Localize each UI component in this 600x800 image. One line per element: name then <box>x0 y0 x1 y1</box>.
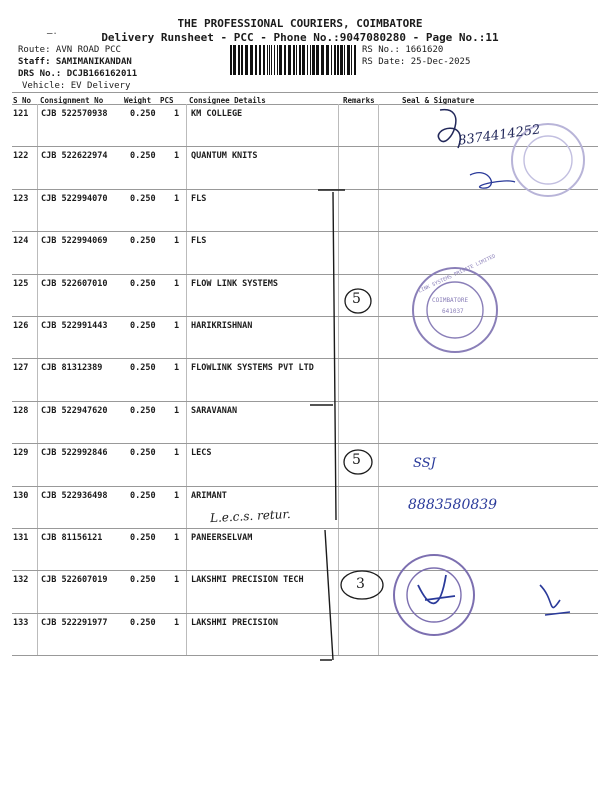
col-consignee: Consignee Details <box>189 96 266 105</box>
row-pcs: 1 <box>174 151 180 162</box>
row-pcs: 1 <box>174 321 180 331</box>
row-sno: 124 <box>13 236 29 247</box>
row-pcs: 1 <box>174 193 180 204</box>
row-consignment-no: CJB 522936498 <box>41 490 108 501</box>
row-consignment-no: CJB 522622974 <box>41 151 108 162</box>
signature-ink <box>470 173 515 188</box>
row-sno: 129 <box>13 448 29 459</box>
row-consignee: KM COLLEGE <box>191 109 243 119</box>
stamp-seal <box>407 568 461 622</box>
row-weight: 0.250 <box>130 617 156 628</box>
signature-ink <box>438 110 460 148</box>
row-weight: 0.250 <box>130 533 156 543</box>
col-seal: Seal & Signature <box>402 96 475 105</box>
bracket-ink <box>310 190 345 660</box>
row-sno: 125 <box>13 278 29 289</box>
row-consignment-no: CJB 522991443 <box>41 321 108 331</box>
signature-ink <box>540 585 570 615</box>
row-consignment-no: CJB 522994070 <box>41 193 108 204</box>
row-consignment-no: CJB 522607010 <box>41 278 108 289</box>
row-consignee: PANEERSELVAM <box>191 533 253 543</box>
document-title: THE PROFESSIONAL COURIERS, COIMBATORE <box>177 17 423 30</box>
row-weight: 0.250 <box>130 448 156 459</box>
row-weight: 0.250 <box>130 151 156 162</box>
rs-date: RS Date: 25-Dec-2025 <box>362 57 471 67</box>
row-weight: 0.250 <box>130 109 156 119</box>
row-weight: 0.250 <box>130 490 156 501</box>
row-weight: 0.250 <box>130 575 156 586</box>
row-pcs: 1 <box>174 405 180 416</box>
stamp-text: COIMBATORE <box>432 297 469 304</box>
stamp-text: LINK SYSTEMS PRIVATE LIMITED <box>417 253 497 295</box>
row-consignment-no: CJB 522607019 <box>41 575 108 586</box>
row-consignment-no: CJB 522992846 <box>41 448 108 459</box>
col-weight: Weight <box>124 96 152 105</box>
col-remarks: Remarks <box>343 96 375 105</box>
row-consignment-no: CJB 522994069 <box>41 236 108 247</box>
row-consignee: LAKSHMI PRECISION TECH <box>191 575 304 586</box>
row-weight: 0.250 <box>130 363 156 374</box>
row-pcs: 1 <box>174 575 180 586</box>
stamp-seal <box>394 555 474 635</box>
row-sno: 123 <box>13 193 29 204</box>
row-sno: 128 <box>13 405 29 416</box>
drs-number: DRS No.: DCJB166162011 <box>18 69 138 79</box>
row-sno: 132 <box>13 575 29 586</box>
handwritten-count: 5 <box>352 452 361 468</box>
row-consignment-no: CJB 81156121 <box>41 533 103 543</box>
rs-number: RS No.: 1661620 <box>362 45 444 55</box>
row-sno: 127 <box>13 363 29 374</box>
row-weight: 0.250 <box>130 321 156 331</box>
row-sno: 130 <box>13 490 29 501</box>
row-sno: 121 <box>13 109 29 119</box>
row-consignee: QUANTUM KNITS <box>191 151 258 162</box>
row-consignee: FLS <box>191 236 207 247</box>
row-weight: 0.250 <box>130 236 156 247</box>
row-weight: 0.250 <box>130 193 156 204</box>
row-sno: 131 <box>13 533 29 543</box>
row-consignment-no: CJB 522947620 <box>41 405 108 416</box>
row-pcs: 1 <box>174 236 180 247</box>
handwritten-note: L.e.c.s. retur. <box>209 506 291 526</box>
row-pcs: 1 <box>174 278 180 289</box>
row-consignee: LAKSHMI PRECISION <box>191 617 278 628</box>
stamp-seal <box>524 136 572 184</box>
row-consignee: FLS <box>191 193 207 204</box>
stamp-signature <box>418 575 455 603</box>
row-consignee: HARIKRISHNAN <box>191 321 253 331</box>
handwritten-signature: SSJ <box>413 456 436 471</box>
handwritten-phone: 8374414252 <box>457 122 542 149</box>
route-label: Route: AVN ROAD PCC <box>18 45 121 55</box>
row-pcs: 1 <box>174 109 180 119</box>
row-consignment-no: CJB 522570938 <box>41 109 108 119</box>
col-pcs: PCS <box>160 96 174 105</box>
row-sno: 122 <box>13 151 29 162</box>
handwritten-phone: 8883580839 <box>408 497 498 513</box>
row-consignee: SARAVANAN <box>191 405 238 416</box>
row-sno: 126 <box>13 321 29 331</box>
row-weight: 0.250 <box>130 405 156 416</box>
stamp-text: 641037 <box>442 308 464 315</box>
col-consignment: Consignment No <box>40 96 104 105</box>
row-consignee: ARIMANT <box>191 490 227 501</box>
row-pcs: 1 <box>174 448 180 459</box>
row-sno: 133 <box>13 617 29 628</box>
row-consignee: FLOWLINK SYSTEMS PVT LTD <box>191 363 314 374</box>
handwritten-count: 3 <box>356 576 365 592</box>
handwritten-count: 5 <box>352 291 361 307</box>
corner-mark: ـ. <box>47 27 58 37</box>
row-consignment-no: CJB 81312389 <box>41 363 103 374</box>
staff-label: Staff: SAMIMANIKANDAN <box>18 57 132 67</box>
row-consignee: FLOW LINK SYSTEMS <box>191 278 278 289</box>
vehicle-label: Vehicle: EV Delivery <box>22 81 131 91</box>
row-weight: 0.250 <box>130 278 156 289</box>
row-consignment-no: CJB 522291977 <box>41 617 108 628</box>
row-pcs: 1 <box>174 617 180 628</box>
document-subtitle: Delivery Runsheet - PCC - Phone No.:9047080280 - Page No.:11 <box>101 31 499 44</box>
row-pcs: 1 <box>174 363 180 374</box>
row-pcs: 1 <box>174 490 180 501</box>
row-pcs: 1 <box>174 533 180 543</box>
row-consignee: LECS <box>191 448 212 459</box>
col-sno: S No <box>13 96 32 105</box>
